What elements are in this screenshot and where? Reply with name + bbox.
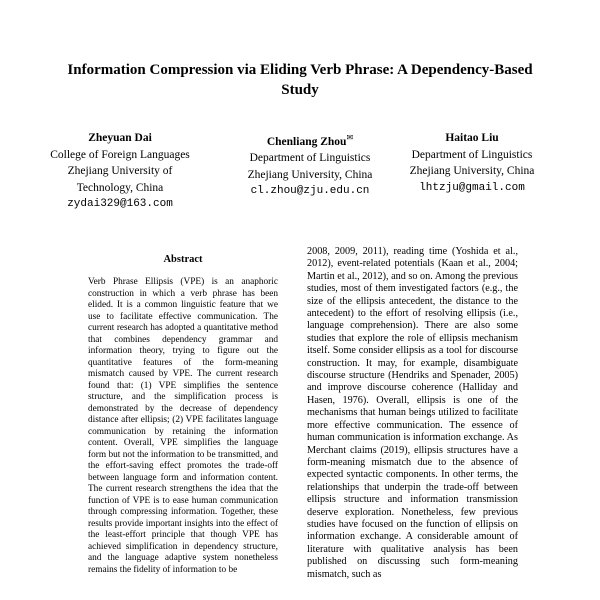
abstract-text: Verb Phrase Ellipsis (VPE) is an anaphoric construction in which a verb phrase has been elided. It is a common linguistic feature that we use to facilitate effective communication. The current research has adopted a quantitative method that combines dependency grammar and information theory, trying to figure out the quantitative features of the form-meaning mismatch caused by VPE. The current research found that: (1) VPE simplifies the sentence structure, and the simplification process is demonstrated by the decrease of dependency distance after ellipsis; (2) VPE facilitates language communication by retaining the information content. Overall, VPE simplifies the language form but not the information to be transmitted, and the effort-saving effect promotes the trade-off between language form and information content. The current research strengthens the idea that the function of VPE is to ease human communication through compressing information. Together, these results provide important insights into the effect of the least-effort principle that though VPE has achieved simplification in dependency structure, and the language adaptive system nonetheless remains the fidelity of information to be: [88, 277, 278, 575]
author-email: cl.zhou@zju.edu.cn: [250, 185, 370, 198]
author-affiliation: College of Foreign Languages: [50, 148, 190, 161]
author-name: Haitao Liu: [445, 132, 499, 144]
author-affiliation: Department of Linguistics: [411, 148, 533, 161]
author-block-2: [227, 130, 393, 200]
author-name: Zheyuan Dai: [88, 132, 152, 144]
author-block-1: [40, 130, 200, 213]
paper-title: Information Compression via Eliding Verb Phrase: A Dependency-Based Study: [67, 62, 533, 98]
author-institution: Zhejiang University, China: [247, 168, 373, 181]
author-email: lhtzju@gmail.com: [419, 181, 525, 194]
author-name-row: [227, 130, 393, 150]
body-text-column: 2008, 2009, 2011), reading time (Yoshida et al., 2012), event-related potentials (Kaan et al., 2004; Martin et al., 2012), and so on. Among the previous studies, most of them investigated factors (e.g., the size of the ellipsis antecedent, the distance to the antecedent) to the effort of resolving ellipsis (i.e., language comprehension). There are also some studies that explore the role of ellipsis mechanism itself. Some consider ellipsis as a tool for discourse construction. It may, for example, disambiguate discourse structure (Hendriks and Spenader, 2005) and improve discourse coherence (Halliday and Hasen, 1976). Overall, ellipsis is one of the mechanisms that human beings utilized to facilitate more effective communication. The essence of human communication is information exchange. As Merchant claims (2019), ellipsis structures have a form-meaning mismatch due to the absence of expected syntactic components. In other terms, the relationships that underpin the trade-off between ellipsis structure and information transmission deserve exploration. Nonetheless, few previous studies have focused on the function of ellipsis on information exchange. A considerable amount of literature with qualitative analysis has been published on discussing such form-meaning mismatch, such as: [307, 246, 518, 580]
envelope-icon: ✉: [346, 133, 354, 142]
author-affiliation: Department of Linguistics: [249, 152, 371, 165]
author-name: Chenliang Zhou: [266, 135, 347, 148]
author-institution: Zhejiang University of Technology, China: [67, 165, 173, 194]
author-institution: Zhejiang University, China: [409, 165, 535, 177]
author-email: zydai329@163.com: [67, 198, 173, 210]
author-block-3: [383, 130, 561, 196]
abstract-heading: Abstract: [163, 254, 203, 265]
